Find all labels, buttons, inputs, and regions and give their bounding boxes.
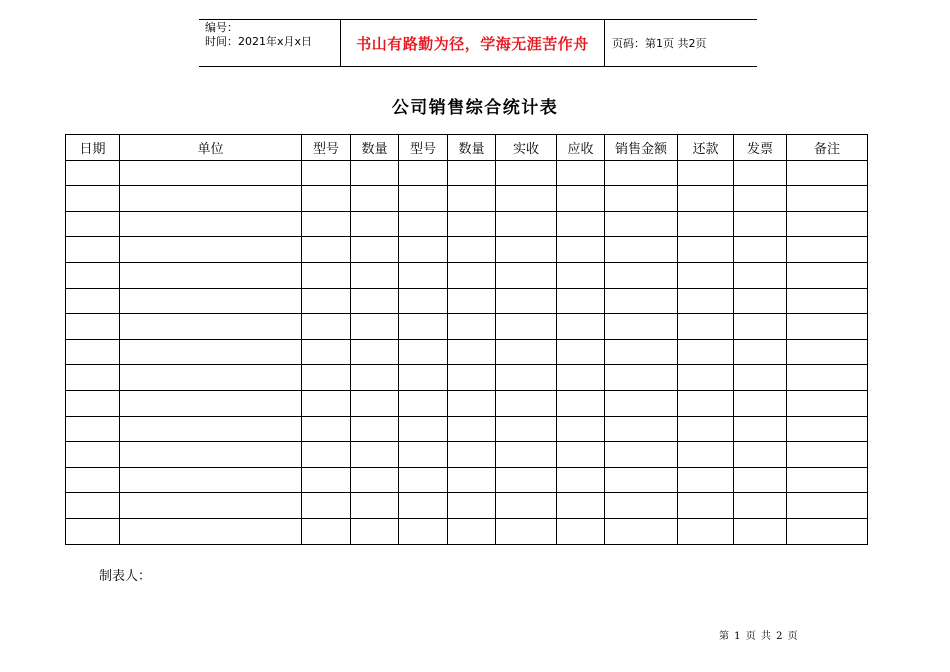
table-cell[interactable] — [448, 288, 496, 314]
number-label: 编号： — [205, 21, 238, 34]
table-cell[interactable] — [734, 211, 787, 237]
table-cell[interactable] — [678, 211, 734, 237]
table-cell[interactable] — [302, 262, 351, 288]
table-cell[interactable] — [120, 339, 302, 365]
table-cell[interactable] — [120, 186, 302, 212]
table-cell[interactable] — [734, 518, 787, 544]
table-cell[interactable] — [66, 416, 120, 442]
column-header-repayment: 还款 — [678, 135, 734, 161]
table-cell[interactable] — [302, 390, 351, 416]
table-cell[interactable] — [605, 365, 678, 391]
table-cell[interactable] — [399, 518, 448, 544]
table-cell[interactable] — [734, 442, 787, 468]
table-cell[interactable] — [678, 314, 734, 340]
table-cell[interactable] — [787, 237, 868, 263]
table-cell[interactable] — [678, 467, 734, 493]
table-cell[interactable] — [351, 288, 399, 314]
table-cell[interactable] — [557, 211, 605, 237]
table-cell[interactable] — [302, 493, 351, 519]
table-cell[interactable] — [496, 288, 557, 314]
table-cell[interactable] — [120, 467, 302, 493]
table-cell[interactable] — [120, 211, 302, 237]
table-cell[interactable] — [496, 365, 557, 391]
table-cell[interactable] — [557, 390, 605, 416]
table-cell[interactable] — [66, 467, 120, 493]
table-cell[interactable] — [351, 416, 399, 442]
table-cell[interactable] — [605, 518, 678, 544]
table-row — [66, 442, 868, 468]
table-cell[interactable] — [399, 160, 448, 186]
table-cell[interactable] — [66, 518, 120, 544]
column-header-quantity-1: 数量 — [351, 135, 399, 161]
table-row — [66, 314, 868, 340]
table-cell[interactable] — [496, 211, 557, 237]
table-cell[interactable] — [120, 416, 302, 442]
table-cell[interactable] — [66, 186, 120, 212]
column-header-model-1: 型号 — [302, 135, 351, 161]
table-cell[interactable] — [496, 262, 557, 288]
table-cell[interactable] — [678, 339, 734, 365]
table-body — [66, 160, 868, 544]
table-cell[interactable] — [302, 416, 351, 442]
table-cell[interactable] — [496, 493, 557, 519]
table-cell[interactable] — [66, 237, 120, 263]
table-cell[interactable] — [302, 186, 351, 212]
table-cell[interactable] — [351, 518, 399, 544]
table-cell[interactable] — [787, 314, 868, 340]
table-cell[interactable] — [351, 211, 399, 237]
table-cell[interactable] — [120, 493, 302, 519]
table-cell[interactable] — [120, 314, 302, 340]
table-cell[interactable] — [787, 160, 868, 186]
table-cell[interactable] — [302, 518, 351, 544]
table-cell[interactable] — [678, 288, 734, 314]
table-cell[interactable] — [787, 390, 868, 416]
table-cell[interactable] — [66, 288, 120, 314]
motto-text: 书山有路勤为径，学海无涯苦作舟 — [341, 20, 605, 66]
table-cell[interactable] — [605, 288, 678, 314]
table-row — [66, 237, 868, 263]
table-cell[interactable] — [120, 160, 302, 186]
table-cell[interactable] — [399, 416, 448, 442]
table-cell[interactable] — [557, 186, 605, 212]
table-cell[interactable] — [787, 288, 868, 314]
table-cell[interactable] — [605, 262, 678, 288]
table-cell[interactable] — [120, 365, 302, 391]
table-cell[interactable] — [66, 365, 120, 391]
table-cell[interactable] — [557, 339, 605, 365]
table-row — [66, 365, 868, 391]
column-header-model-2: 型号 — [399, 135, 448, 161]
table-cell[interactable] — [678, 442, 734, 468]
table-cell[interactable] — [605, 339, 678, 365]
table-cell[interactable] — [734, 416, 787, 442]
table-row — [66, 467, 868, 493]
table-cell[interactable] — [351, 442, 399, 468]
table-cell[interactable] — [678, 186, 734, 212]
table-cell[interactable] — [605, 493, 678, 519]
table-cell[interactable] — [351, 390, 399, 416]
table-row — [66, 390, 868, 416]
table-cell[interactable] — [399, 237, 448, 263]
table-cell[interactable] — [678, 237, 734, 263]
table-cell[interactable] — [496, 160, 557, 186]
header-info-cell — [199, 20, 341, 66]
table-cell[interactable] — [448, 518, 496, 544]
column-header-remarks: 备注 — [787, 135, 868, 161]
table-row — [66, 518, 868, 544]
table-cell[interactable] — [787, 365, 868, 391]
table-row — [66, 416, 868, 442]
table-row — [66, 288, 868, 314]
column-header-receivable: 应收 — [557, 135, 605, 161]
table-cell[interactable] — [399, 211, 448, 237]
table-cell[interactable] — [448, 211, 496, 237]
page-number: 第 1 页 共 2 页 — [719, 631, 798, 642]
table-cell[interactable] — [66, 493, 120, 519]
table-cell[interactable] — [448, 416, 496, 442]
table-cell[interactable] — [557, 518, 605, 544]
table-cell[interactable] — [302, 237, 351, 263]
table-cell[interactable] — [351, 467, 399, 493]
table-cell[interactable] — [678, 160, 734, 186]
document-header — [199, 19, 757, 67]
table-cell[interactable] — [605, 237, 678, 263]
table-cell[interactable] — [734, 314, 787, 340]
table-cell[interactable] — [399, 262, 448, 288]
table-cell[interactable] — [734, 237, 787, 263]
table-cell[interactable] — [448, 339, 496, 365]
table-cell[interactable] — [302, 288, 351, 314]
table-cell[interactable] — [557, 237, 605, 263]
column-header-sales-amount: 销售金额 — [605, 135, 678, 161]
table-cell[interactable] — [66, 314, 120, 340]
table-cell[interactable] — [351, 262, 399, 288]
table-cell[interactable] — [496, 518, 557, 544]
table-cell[interactable] — [448, 262, 496, 288]
table-cell[interactable] — [678, 416, 734, 442]
table-cell[interactable] — [351, 314, 399, 340]
table-cell[interactable] — [496, 442, 557, 468]
table-cell[interactable] — [787, 493, 868, 519]
table-header-row — [66, 135, 868, 161]
table-cell[interactable] — [399, 339, 448, 365]
table-cell[interactable] — [734, 493, 787, 519]
table-cell[interactable] — [557, 467, 605, 493]
table-cell[interactable] — [302, 211, 351, 237]
table-cell[interactable] — [351, 365, 399, 391]
table-cell[interactable] — [678, 390, 734, 416]
table-cell[interactable] — [787, 186, 868, 212]
table-cell[interactable] — [399, 288, 448, 314]
time-label: 时间：2021年x月x日 — [205, 35, 313, 48]
table-cell[interactable] — [557, 493, 605, 519]
table-cell[interactable] — [399, 186, 448, 212]
table-cell[interactable] — [734, 288, 787, 314]
table-cell[interactable] — [557, 288, 605, 314]
table-cell[interactable] — [734, 262, 787, 288]
table-row — [66, 211, 868, 237]
table-cell[interactable] — [448, 442, 496, 468]
sales-summary-table — [65, 134, 868, 545]
table-cell[interactable] — [448, 314, 496, 340]
table-cell[interactable] — [734, 160, 787, 186]
table-cell[interactable] — [302, 160, 351, 186]
table-cell[interactable] — [448, 186, 496, 212]
table-cell[interactable] — [734, 390, 787, 416]
table-cell[interactable] — [605, 416, 678, 442]
table-row — [66, 262, 868, 288]
table-cell[interactable] — [66, 390, 120, 416]
column-header-received: 实收 — [496, 135, 557, 161]
table-cell[interactable] — [496, 339, 557, 365]
table-cell[interactable] — [605, 160, 678, 186]
table-cell[interactable] — [734, 467, 787, 493]
table-cell[interactable] — [496, 390, 557, 416]
table-cell[interactable] — [787, 211, 868, 237]
table-cell[interactable] — [120, 442, 302, 468]
table-cell[interactable] — [448, 390, 496, 416]
table-cell[interactable] — [787, 518, 868, 544]
table-cell[interactable] — [557, 365, 605, 391]
table-cell[interactable] — [399, 365, 448, 391]
table-cell[interactable] — [399, 442, 448, 468]
table-cell[interactable] — [399, 314, 448, 340]
table-row — [66, 493, 868, 519]
table-cell[interactable] — [734, 365, 787, 391]
column-header-date: 日期 — [66, 135, 120, 161]
table-cell[interactable] — [448, 365, 496, 391]
table-row — [66, 160, 868, 186]
table-cell[interactable] — [496, 314, 557, 340]
table-cell[interactable] — [399, 390, 448, 416]
column-header-invoice: 发票 — [734, 135, 787, 161]
table-cell[interactable] — [399, 467, 448, 493]
table-cell[interactable] — [734, 186, 787, 212]
table-cell[interactable] — [496, 237, 557, 263]
table-cell[interactable] — [605, 314, 678, 340]
column-header-unit: 单位 — [120, 135, 302, 161]
table-cell[interactable] — [557, 160, 605, 186]
table-cell[interactable] — [787, 442, 868, 468]
table-cell[interactable] — [351, 186, 399, 212]
table-cell[interactable] — [120, 237, 302, 263]
table-row — [66, 339, 868, 365]
column-header-quantity-2: 数量 — [448, 135, 496, 161]
table-cell[interactable] — [399, 493, 448, 519]
table-cell[interactable] — [557, 416, 605, 442]
table-cell[interactable] — [120, 288, 302, 314]
table-cell[interactable] — [351, 160, 399, 186]
table-row — [66, 186, 868, 212]
table-maker-label: 制表人： — [99, 569, 152, 584]
table-cell[interactable] — [120, 262, 302, 288]
table-cell[interactable] — [678, 493, 734, 519]
table-cell[interactable] — [351, 493, 399, 519]
table-cell[interactable] — [302, 467, 351, 493]
table-cell[interactable] — [66, 211, 120, 237]
table-cell[interactable] — [351, 237, 399, 263]
table-cell[interactable] — [678, 365, 734, 391]
table-cell[interactable] — [787, 416, 868, 442]
table-cell[interactable] — [787, 262, 868, 288]
table-cell[interactable] — [66, 160, 120, 186]
table-cell[interactable] — [678, 518, 734, 544]
table-cell[interactable] — [120, 390, 302, 416]
table-cell[interactable] — [557, 262, 605, 288]
table-cell[interactable] — [66, 339, 120, 365]
table-cell[interactable] — [448, 160, 496, 186]
document-title: 公司销售综合统计表 — [391, 98, 559, 118]
table-cell[interactable] — [605, 390, 678, 416]
table-cell[interactable] — [496, 416, 557, 442]
table-cell[interactable] — [496, 467, 557, 493]
table-cell[interactable] — [66, 442, 120, 468]
table-cell[interactable] — [302, 339, 351, 365]
table-cell[interactable] — [448, 237, 496, 263]
table-cell[interactable] — [302, 442, 351, 468]
table-cell[interactable] — [302, 365, 351, 391]
table-cell[interactable] — [66, 262, 120, 288]
table-cell[interactable] — [448, 493, 496, 519]
table-cell[interactable] — [120, 518, 302, 544]
table-cell[interactable] — [734, 339, 787, 365]
table-cell[interactable] — [496, 186, 557, 212]
table-cell[interactable] — [678, 262, 734, 288]
table-cell[interactable] — [448, 467, 496, 493]
table-cell[interactable] — [787, 467, 868, 493]
table-cell[interactable] — [605, 186, 678, 212]
table-cell[interactable] — [787, 339, 868, 365]
table-cell[interactable] — [605, 442, 678, 468]
table-cell[interactable] — [557, 314, 605, 340]
table-cell[interactable] — [302, 314, 351, 340]
table-cell[interactable] — [605, 467, 678, 493]
table-cell[interactable] — [605, 211, 678, 237]
page-info: 页码：第1页 共2页 — [612, 37, 707, 50]
table-cell[interactable] — [351, 339, 399, 365]
table-cell[interactable] — [557, 442, 605, 468]
